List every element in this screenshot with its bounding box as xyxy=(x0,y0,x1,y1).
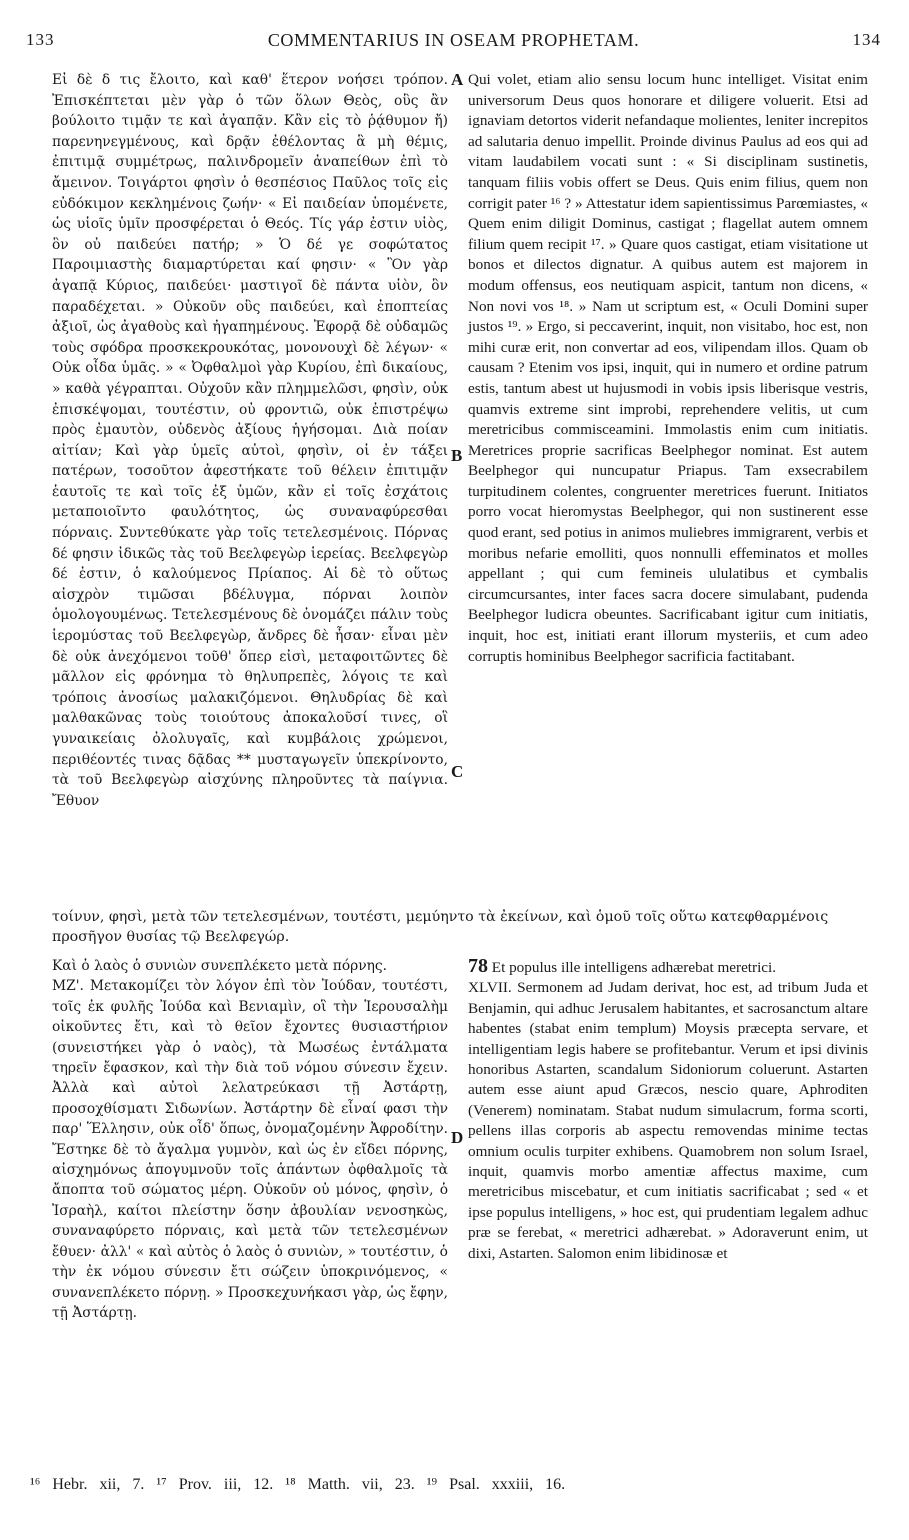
latin-text-upper: Qui volet, etiam alio sensu locum hunc intelliget. Visitat enim universorum Deus quos honorare et diligere voluerit. Etsi ad ignaviam detortos viderit nefandaque molientes, leniter increpitos ad salutaria denuo impellit. Proinde divinus Paulus ad eos qui ad vitam laudabilem vocati sunt : « Si disciplinam sustinetis, tanquam filiis vobis offert se Deus. Quis enim filius, quem non corrigit pater ¹⁶ ? » Attestatur idem sapientissimus Parœmiastes, « Quem enim diligit Dominus, castigat ; flagellat autem omnem filium quem recipit ¹⁷. » Quare quos castigat, etiam visitatione ut bonos et dilectos dignatur. A quibus autem est majorem in modum offensus, eos neutiquam aspicit, tantum non dicens, « Non novi vos ¹⁸. » Nam ut scriptum est, « Oculi Domini super justos ¹⁹. » Ergo, si peccaverint, inquit, non visitabo, hoc est, non mihi curæ erit, non convertar ad eos, vilipendam illos. Quam ob causam ? Etenim vos ipsi, inquit, qui in numero et ordine patrum estis, tantum abest ut hujusmodi in vobis ipsis liberisque vestris, quamvis extreme sint improbi, reprehendere velitis, ut cum meretricibus commisceamini. Immolastis enim cum initiatis. Meretrices proprie sacrificas Beelphegor nominat. Est autem Beelphegor qui nuncupatur Priapus. Tam exsecrabilem turpitudinem colentes, congruenter meretrices fuerunt. Initiatos porro vocat hieromystas Beelphegor, qui non sustinerent esse quod erant, sed potius in animos muliebres immigrarent, verbis et moribus nefarie emolliti, quos nonnulli effeminatos et molles appellant ; qui cum femineis ululatibus et cymbalis circumcursantes, inter faces sacra docere simulabant, pudenda Beelphegor ludicra obeuntes. Sacrificabant igitur cum initiatis, inquit, hoc est, initiati erant illorum mysteriis, et cum adeo corruptis hominibus Beelphegor sacrificia factitabant. xyxy=(468,71,868,665)
greek-lemma: Καὶ ὁ λαὸς ὁ συνιὼν συνεπλέκετο μετὰ πόρνης. xyxy=(52,958,388,974)
section-number: 78 xyxy=(468,955,488,977)
greek-fullwidth-line xyxy=(52,907,868,947)
margin-marker-c: C xyxy=(451,762,464,781)
latin-column-upper xyxy=(468,70,868,667)
margin-marker-b: B xyxy=(451,446,463,465)
greek-text-fullwidth: τοίνυν, φησὶ, μετὰ τῶν τετελεσμένων, τουτέστι, μεμύηντο τὰ ἐκείνων, καὶ ὁμοῦ τοῖς οὕτω κατεφθαρμένοις προσῆγον θυσίας τῷ Βεελφεγώρ. xyxy=(52,909,829,945)
margin-marker-a: A xyxy=(451,70,464,89)
margin-marker-d: D xyxy=(451,1128,464,1147)
latin-column-lower xyxy=(468,956,868,1264)
footnotes: ¹⁶ Hebr. xii, 7. ¹⁷ Prov. iii, 12. ¹⁸ Matth. vii, 23. ¹⁹ Psal. xxxiii, 16. xyxy=(30,1476,566,1493)
page-number-right: 134 xyxy=(852,30,881,49)
greek-text-upper: Εἰ δὲ δ τις ἔλοιτο, καὶ καθ' ἕτερον νοήσει τρόπον. Ἐπισκέπτεται μὲν γὰρ ὁ τῶν ὅλων Θεὸς, οὓς ἂν βούλοιτο τιμᾷν τε καὶ ἀγαπᾷν. Κἂν εἰς τὸ ῥᾴθυμον ἤ) παρενηνεγμένους, καὶ δρᾷν ἐθέλοντας ἃ μὴ θέμις, ἐπιτιμᾷ συμμέτρως, παλινδρομεῖν ἀναπείθων ἐπὶ τὸ ἄμεινον. Τοιγάρτοι φησὶν ὁ θεσπέσιος Παῦλος τοῖς εἰς εὐδόκιμον κεκλημένοις ζωήν· « Εἰ παιδείαν ὑπομένετε, ὡς υἱοῖς ὑμῖν προσφέρεται ὁ Θεός. Τίς γάρ ἐστιν υἱὸς, ὃν οὐ παιδεύει πατήρ; » Ὁ δέ γε σοφώτατος Παροιμιαστὴς διαμαρτύρεται καί φησιν· « Ὃν γὰρ ἀγαπᾷ Κύριος, παιδεύει· μαστιγοῖ δὲ πάντα υἱὸν, ὃν παραδέχεται. » Οὐκοῦν οὓς παιδεύει, καὶ ἐποπτείας ἀξιοῖ, ὡς ἀγαθοὺς καὶ ἠγαπημένους. Ἐφορᾷ δὲ οὐδαμῶς τοὺς σφόδρα προσκεκρουκότας, μονονουχὶ δὲ λέγων· « Οὐκ οἶδα ὑμᾶς. » « Ὀφθαλμοὶ γὰρ Κυρίου, ἐπὶ δικαίους, » καθὰ γέγραπται. Οὐχοῦν κἂν πλημμελῶσι, φησὶν, οὐκ ἐπισκέψομαι, τουτέστιν, οὐ φροντιῶ, οὐκ ἐπιστρέψω πρὸς ἐμαυτὸν, οὐδενὸς ἀξίους ἡγήσομαι. Διὰ ποίαν αἰτίαν; Καὶ γὰρ ὑμεῖς αὐτοὶ, φησὶν, οἱ ἐν τάξει πατέρων, τοσοῦτον ἀφεστήκατε τοῦ θέλειν ἐπιτιμᾷν ἑαυτοῖς τε καὶ τοῖς ἐξ ὑμῶν, κἂν εἰ τοῖς ἐσχάτοις μεταποιοῖντο φαυλότητος, ὡς συναναφύρεσθαι πόρναις. Συντεθύκατε γὰρ τοῖς τετελεσμένοις. Πόρνας δέ φησιν ἰδικῶς τὰς τοῦ Βεελφεγὼρ ἱερείας. Βεελφεγὼρ δέ ἐστιν, ὁ καλούμενος Πρίαπος. Αἱ δὲ τὸ οὕτως αἰσχρὸν τιμῶσαι βδέλυγμα, πόρναι λοιπὸν ὁμολογουμένως. Τετελεσμένους δὲ ὀνομάζει πάλιν τοὺς ἱερομύστας τοῦ Βεελφεγὼρ, ἄνδρες δὲ ἦσαν· εἶναι μὲν δὲ οὐκ ἀνεχόμενοι τοῦθ' ὅπερ εἰσὶ, μεταφοιτῶντες δὲ μᾶλλον εἰς φρόνημα τὸ θηλυπρεπὲς, λόγοις τε καὶ τρόποις ἀνοσίως μαλακιζόμενοι. Θηλυδρίας δὲ καὶ μαλθακῶνας τοὺς τοιούτους ἀποκαλοῦσί τινες, οἳ γυναικείαις ὀλολυγαῖς, καὶ κυμβάλοις χρώμενοι, περιθέοντές τινας δᾷδας ** μυσταγωγεῖν ὑπεκρίνοντο, τὰ τοῦ Βεελφεγὼρ αἰσχύνης πληροῦντες τὰ παίγνια. Ἔθυον xyxy=(52,72,448,809)
page-header xyxy=(26,30,881,54)
greek-column-upper xyxy=(52,70,448,811)
latin-text-lower: XLVII. Sermonem ad Judam derivat, hoc est, ad tribum Juda et Benjamin, qui adhuc Jerusalem habitantes, et sacrosanctum altare habentes (stabat enim templum) Moysis præcepta servare, et intelligentiam legis habere se profitebantur. Verum et ipsi divinis honoribus Astarten, scandalum Sidoniorum coluerunt. Astarten autem esse aiunt apud Græcos, nescio quare, Aphroditen (Venerem) nominatam. Stabat nudum simulacrum, forma scorti, pellens illas corporis ab aspectu removendas minime tectas omnium oculis turpiter exhibens. Quamobrem non solum Israel, inquit, quamvis morbo amentiæ affectus maxime, cum meretricibus miscebatur, et cum initiatis sacrificabat ; sed « et ipse populus intelligens, » hoc est, qui prudentiam legalem adhuc præ se ferebat, « meretrici adhærebat. » Adoraverunt enim, ut dixi, Astarten. Salomon enim libidinosæ et xyxy=(468,979,868,1262)
greek-text-lower: ΜΖ'. Μετακομίζει τὸν λόγον ἐπὶ τὸν Ἰούδαν, τουτέστι, τοῖς ἐκ φυλῆς Ἰούδα καὶ Βενιαμὶν, οἳ τὴν Ἱερουσαλὴμ οἰκοῦντες ἔτι, καὶ τὸ θεῖον ἔχοντες θυσιαστήριον (συνειστήκει γὰρ ὁ ναὸς), τὰ Μωσέως ἐντάλματα τηρεῖν ἔφασκον, καὶ τὴν διὰ τοῦ νόμου σύνεσιν ἔχειν. Ἀλλὰ καὶ αὐτοὶ λελατρεύκασι τῇ Ἀστάρτῃ, προσοχθίσματι Σιδωνίων. Ἀστάρτην δὲ εἶναί φασι τὴν παρ' Ἕλλησιν, οὐκ οἶδ' ὅπως, ὀνομαζομένην Ἀφροδίτην. Ἔστηκε δὲ τὸ ἄγαλμα γυμνὸν, καὶ ὡς ἐν εἴδει πόρνης, αἰσχημόνως ἀπογυμνοῦν τοῖς ἁπάντων ὀφθαλμοῖς τὰ ἄποπτα τοῦ σώματος μέρη. Οὐκοῦν οὐ μόνος, φησὶν, ὁ Ἰσραὴλ, καίτοι πλείστην ὅσην ἀβουλίαν νενοσηκὼς, συναναφύρετο πόρναις, καὶ μετὰ τῶν τετελεσμένων ἔθυεν· ἀλλ' « καὶ αὐτὸς ὁ λαὸς ὁ συνιὼν, » τουτέστιν, ὁ τὴν ἐκ νόμου σύνεσιν ἔτι σώζειν ὑποκρινόμενος, « συνανεπλέκετο πόρνῃ. » Προσκεχυνήκασι γὰρ, ὡς ἔφην, τῇ Ἀστάρτῃ. xyxy=(52,978,448,1321)
running-title: COMMENTARIUS IN OSEAM PROPHETAM. xyxy=(267,30,640,50)
greek-column-lower xyxy=(52,956,448,1323)
latin-lemma: Et populus ille intelligens adhærebat meretrici. xyxy=(491,959,777,976)
page-number-left: 133 xyxy=(26,30,55,49)
